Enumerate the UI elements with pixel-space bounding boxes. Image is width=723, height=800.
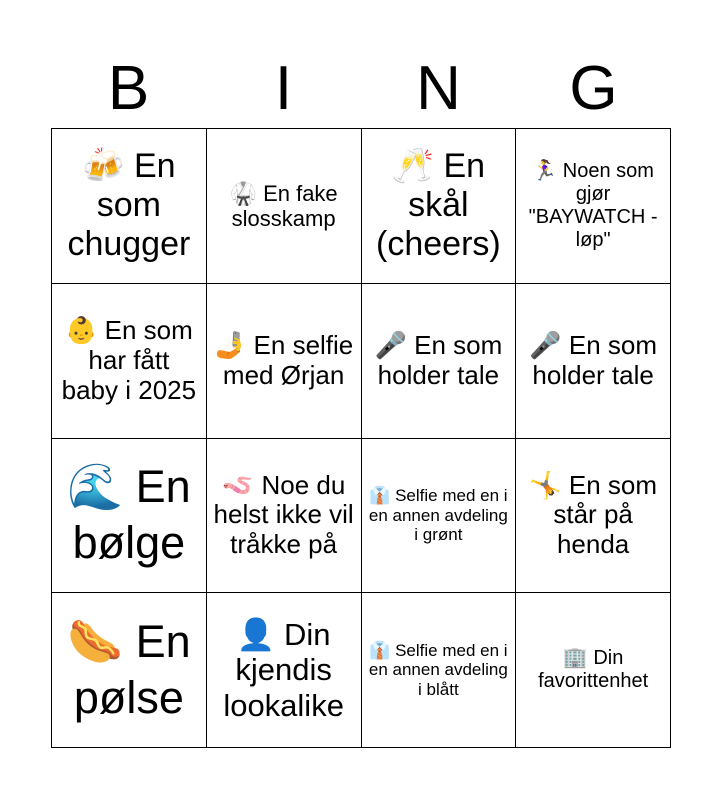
header-letter-b: B <box>107 54 150 123</box>
bingo-cell[interactable] <box>516 129 671 284</box>
bingo-cell[interactable] <box>516 439 671 594</box>
bingo-cell[interactable] <box>207 129 362 284</box>
bingo-cell[interactable] <box>362 439 517 594</box>
bingo-cell[interactable] <box>516 593 671 748</box>
bingo-cell[interactable] <box>516 284 671 439</box>
cell-text: 🪱 Noe du helst ikke vil tråkke på <box>213 469 354 560</box>
cell-text: 👔 Selfie med en i en annen avdeling i blått <box>368 640 508 699</box>
bingo-cell[interactable] <box>207 284 362 439</box>
bingo-cell[interactable] <box>362 129 517 284</box>
bingo-cell[interactable] <box>362 284 517 439</box>
bingo-cell[interactable] <box>52 439 207 594</box>
bingo-header <box>51 50 671 128</box>
header-letter-g: G <box>569 54 618 123</box>
bingo-cell[interactable] <box>207 439 362 594</box>
header-letter-i: I <box>274 54 293 123</box>
cell-text: 🎤 En som holder tale <box>374 329 503 390</box>
bingo-cell[interactable] <box>52 284 207 439</box>
cell-text: 🥂 En skål (cheers) <box>376 147 501 264</box>
cell-text: 👔 Selfie med en i en annen avdeling i grønt <box>368 486 508 545</box>
bingo-cell[interactable] <box>207 593 362 748</box>
bingo-cell[interactable] <box>52 593 207 748</box>
cell-text: 🍻 En som chugger <box>67 147 191 264</box>
bingo-grid <box>51 128 671 748</box>
cell-text: 🏢 Din favorittenhet <box>538 647 649 693</box>
cell-text: 👤 Din kjendis lookalike <box>223 616 344 723</box>
cell-text: 🤸 En som står på henda <box>529 469 657 560</box>
cell-text: 🎤 En som holder tale <box>529 329 657 390</box>
cell-text: 🌭 En pølse <box>67 615 191 724</box>
cell-text: 👶 En som har fått baby i 2025 <box>61 314 197 405</box>
bingo-cell[interactable] <box>52 129 207 284</box>
cell-text: 🤳 En selfie med Ørjan <box>213 329 354 390</box>
bingo-cell[interactable] <box>362 593 517 748</box>
cell-text: 🏃‍♀️ Noen som gjør "BAYWATCH - løp" <box>528 159 658 251</box>
cell-text: 🥋 En fake slosskamp <box>229 180 338 231</box>
header-letter-n: N <box>416 54 461 123</box>
cell-text: 🌊 En bølge <box>67 461 191 569</box>
